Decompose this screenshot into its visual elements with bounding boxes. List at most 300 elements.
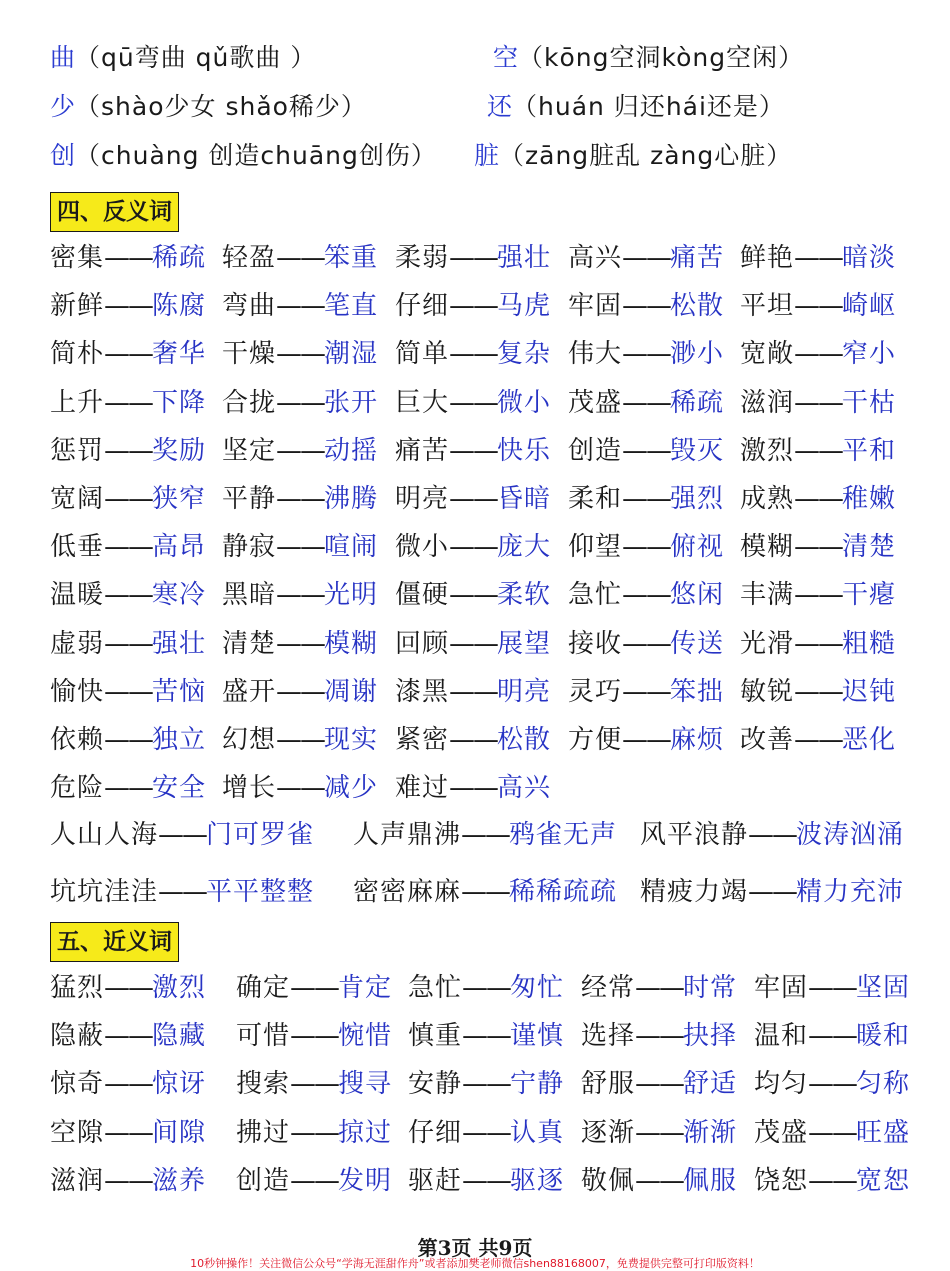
word: 茂盛 [568,387,623,418]
paired-word: 迟钝 [842,676,897,707]
paired-word: 高兴 [497,773,552,804]
word: 滋润 [740,387,795,418]
word: 逐渐 [581,1117,636,1148]
antonym-pair [395,624,551,664]
paired-word: 现实 [324,724,379,755]
antonym-pair [740,286,896,326]
word: 光滑 [740,628,795,659]
paired-word: 潮湿 [324,339,379,370]
antonym-pair [222,383,378,423]
dash: —— [808,1117,857,1148]
dash: —— [462,1069,511,1100]
dash: —— [449,435,498,466]
word: 回顾 [395,628,450,659]
paired-word: 肯定 [338,973,393,1003]
dash: —— [104,1117,153,1148]
word: 仔细 [408,1117,463,1148]
paired-word: 俯视 [670,532,725,563]
paired-word: 干枯 [842,387,897,418]
synonym-pair [50,1113,206,1153]
word: 难过 [395,773,450,804]
word: 敏锐 [740,676,795,707]
synonym-pair [50,968,206,1008]
word: 惊奇 [50,1069,105,1100]
idiom-antonym-pair [353,872,617,912]
synonym-pair [581,1064,737,1104]
antonym-pair [740,479,896,519]
dash: —— [104,291,153,322]
paired-word: 宁静 [510,1069,565,1100]
antonym-pair [395,720,551,760]
paired-word: 隐藏 [152,1021,207,1052]
dash: —— [276,483,325,514]
paired-word: 匀称 [856,1069,911,1100]
dash: —— [622,532,671,563]
antonym-pair [50,768,206,808]
dash: —— [794,435,843,466]
antonym-pair [568,238,724,278]
word: 痛苦 [395,435,450,466]
paired-word: 佩服 [683,1165,738,1196]
dash: —— [290,1021,339,1052]
dash: —— [276,291,325,322]
dash: —— [748,820,797,850]
dash: —— [622,676,671,707]
paired-word: 独立 [152,724,207,755]
paired-word: 惊讶 [152,1069,207,1100]
word: 茂盛 [754,1117,809,1148]
word: 牢固 [568,291,623,322]
antonyms-section-title: 四、反义词 [50,192,179,232]
dash: —— [290,973,339,1003]
word: 温和 [754,1021,809,1052]
paired-word: 抉择 [683,1021,738,1052]
paired-word: 滋养 [152,1165,207,1196]
antonym-pair [395,672,551,712]
antonym-pair [395,238,551,278]
word: 黑暗 [222,580,277,611]
polyphone-entry: 脏（zāng脏乱 zàng心脏） [474,141,793,170]
dash: —— [276,676,325,707]
dash: —— [794,628,843,659]
antonym-pair [222,431,378,471]
dash: —— [622,291,671,322]
word: 仔细 [395,291,450,322]
paired-word: 恶化 [842,724,897,755]
word: 丰满 [740,580,795,611]
word: 干燥 [222,339,277,370]
dash: —— [635,1165,684,1196]
antonym-pair [50,479,206,519]
word: 幻想 [222,724,277,755]
antonym-pair [740,527,896,567]
paired-word: 毁灭 [670,435,725,466]
word: 伟大 [568,339,623,370]
word: 选择 [581,1021,636,1052]
antonym-pair [222,238,378,278]
dash: —— [622,580,671,611]
word: 猛烈 [50,973,105,1003]
word: 风平浪静 [640,820,749,850]
dash: —— [449,291,498,322]
antonym-pair [740,672,896,712]
antonym-pair [395,768,551,808]
word: 激烈 [740,435,795,466]
word: 创造 [236,1165,291,1196]
word: 安静 [408,1069,463,1100]
paired-word: 平平整整 [206,877,315,907]
word: 合拢 [222,387,277,418]
word: 成熟 [740,483,795,514]
word: 平静 [222,483,277,514]
dash: —— [794,243,843,273]
paired-word: 稀疏 [152,243,207,273]
paired-word: 舒适 [683,1069,738,1100]
dash: —— [290,1069,339,1100]
word: 宽阔 [50,483,105,514]
word: 创造 [568,435,623,466]
word: 鲜艳 [740,243,795,273]
paired-word: 间隙 [152,1117,207,1148]
antonym-pair [222,479,378,519]
word: 舒服 [581,1069,636,1100]
antonym-pair [50,527,206,567]
word: 危险 [50,773,105,804]
antonym-pair [740,238,896,278]
dash: —— [794,724,843,755]
paired-word: 掠过 [338,1117,393,1148]
word: 经常 [581,973,636,1003]
paired-word: 稀疏 [670,387,725,418]
synonym-pair [754,1016,910,1056]
paired-word: 暗淡 [842,243,897,273]
paired-word: 传送 [670,628,725,659]
paired-word: 寒冷 [152,580,207,611]
antonym-pair [50,575,206,615]
word: 隐蔽 [50,1021,105,1052]
dash: —— [635,973,684,1003]
dash: —— [449,243,498,273]
dash: —— [462,1165,511,1196]
antonym-pair [50,383,206,423]
dash: —— [622,628,671,659]
polyphone-entry: 还（huán 归还hái还是） [487,92,785,121]
paired-word: 发明 [338,1165,393,1196]
antonym-pair [50,238,206,278]
dash: —— [635,1021,684,1052]
dash: —— [635,1117,684,1148]
idiom-antonym-pair [640,872,904,912]
paired-word: 窄小 [842,339,897,370]
dash: —— [622,243,671,273]
dash: —— [276,724,325,755]
paired-word: 狭窄 [152,483,207,514]
word: 虚弱 [50,628,105,659]
word: 轻盈 [222,243,277,273]
antonym-pair [222,575,378,615]
antonym-pair [568,575,724,615]
synonym-pair [236,1161,392,1201]
word: 静寂 [222,532,277,563]
paired-word: 奖励 [152,435,207,466]
word: 模糊 [740,532,795,563]
word: 明亮 [395,483,450,514]
word: 简单 [395,339,450,370]
word: 密密麻麻 [353,877,462,907]
dash: —— [808,1021,857,1052]
paired-word: 激烈 [152,973,207,1003]
polyphone-entry: 创（chuàng 创造chuāng创伤） [50,141,437,170]
word: 饶恕 [754,1165,809,1196]
synonym-pair [236,1113,392,1153]
antonym-pair [568,527,724,567]
antonym-pair [222,624,378,664]
word: 改善 [740,724,795,755]
page-number: 第3页 共9页 [417,1236,533,1260]
antonym-pair [222,334,378,374]
paired-word: 喧闹 [324,532,379,563]
polyphone-entry: 少（shào少女 shǎo稀少） [50,92,367,121]
word: 漆黑 [395,676,450,707]
dash: —— [449,628,498,659]
paired-word: 搜寻 [338,1069,393,1100]
dash: —— [158,820,207,850]
dash: —— [794,291,843,322]
paired-word: 强壮 [152,628,207,659]
paired-word: 安全 [152,773,207,804]
synonym-pair [408,1113,564,1153]
antonym-pair [395,334,551,374]
dash: —— [635,1069,684,1100]
word: 上升 [50,387,105,418]
word: 空隙 [50,1117,105,1148]
paired-word: 强壮 [497,243,552,273]
word: 紧密 [395,724,450,755]
word: 清楚 [222,628,277,659]
paired-word: 精力充沛 [796,877,905,907]
antonym-pair [568,479,724,519]
synonym-pair [408,1161,564,1201]
paired-word: 动摇 [324,435,379,466]
antonym-pair [50,286,206,326]
word: 人山人海 [50,820,159,850]
dash: —— [622,387,671,418]
polyphone-entry: 曲（qū弯曲 qǔ歌曲 ） [50,43,317,72]
paired-word: 鸦雀无声 [509,820,618,850]
word: 愉快 [50,676,105,707]
word: 驱赶 [408,1165,463,1196]
antonym-pair [222,720,378,760]
word: 微小 [395,532,450,563]
paired-word: 稚嫩 [842,483,897,514]
paired-word: 清楚 [842,532,897,563]
dash: —— [449,724,498,755]
synonym-pair [581,1161,737,1201]
antonym-pair [740,720,896,760]
synonym-pair [408,1016,564,1056]
antonym-pair [395,575,551,615]
word: 坑坑洼洼 [50,877,159,907]
paired-word: 崎岖 [842,291,897,322]
word: 低垂 [50,532,105,563]
synonym-pair [236,1016,392,1056]
synonyms-section-title: 五、近义词 [50,922,179,962]
footer-note: 10秒钟操作！关注微信公众号“学海无涯甜作舟”或者添加樊老师微信shen88168007，免费提供完整可打印版资料！ [190,1257,760,1270]
word: 拂过 [236,1117,291,1148]
antonym-pair [50,431,206,471]
antonym-pair [50,720,206,760]
dash: —— [104,580,153,611]
paired-word: 笔直 [324,291,379,322]
dash: —— [104,773,153,804]
antonym-pair [222,672,378,712]
dash: —— [462,1021,511,1052]
paired-word: 门可罗雀 [206,820,315,850]
word: 人声鼎沸 [353,820,462,850]
word: 巨大 [395,387,450,418]
word: 接收 [568,628,623,659]
dash: —— [104,435,153,466]
paired-word: 松散 [497,724,552,755]
synonym-pair [581,1113,737,1153]
paired-word: 驱逐 [510,1165,565,1196]
paired-word: 展望 [497,628,552,659]
word: 平坦 [740,291,795,322]
dash: —— [622,435,671,466]
idiom-antonym-pair [50,815,314,855]
antonym-pair [740,575,896,615]
paired-word: 马虎 [497,291,552,322]
dash: —— [622,339,671,370]
paired-word: 柔软 [497,580,552,611]
dash: —— [462,973,511,1003]
dash: —— [794,339,843,370]
dash: —— [276,243,325,273]
dash: —— [622,724,671,755]
word: 密集 [50,243,105,273]
dash: —— [748,877,797,907]
dash: —— [104,1021,153,1052]
paired-word: 平和 [842,435,897,466]
paired-word: 明亮 [497,676,552,707]
dash: —— [104,532,153,563]
paired-word: 麻烦 [670,724,725,755]
word: 可惜 [236,1021,291,1052]
word: 滋润 [50,1165,105,1196]
paired-word: 悠闲 [670,580,725,611]
word: 柔和 [568,483,623,514]
paired-word: 谨慎 [510,1021,565,1052]
synonym-pair [50,1161,206,1201]
dash: —— [104,387,153,418]
word: 方便 [568,724,623,755]
synonym-pair [408,968,564,1008]
word: 敬佩 [581,1165,636,1196]
paired-word: 稀稀疏疏 [509,877,618,907]
dash: —— [276,580,325,611]
paired-word: 模糊 [324,628,379,659]
paired-word: 匆忙 [510,973,565,1003]
word: 简朴 [50,339,105,370]
antonym-pair [568,383,724,423]
word: 温暖 [50,580,105,611]
dash: —— [461,820,510,850]
paired-word: 暖和 [856,1021,911,1052]
dash: —— [808,973,857,1003]
dash: —— [461,877,510,907]
paired-word: 笨重 [324,243,379,273]
synonym-pair [581,968,737,1008]
dash: —— [290,1117,339,1148]
dash: —— [794,532,843,563]
paired-word: 时常 [683,973,738,1003]
paired-word: 下降 [152,387,207,418]
word: 仰望 [568,532,623,563]
dash: —— [104,1165,153,1196]
word: 盛开 [222,676,277,707]
dash: —— [449,532,498,563]
word: 搜索 [236,1069,291,1100]
dash: —— [276,435,325,466]
paired-word: 坚固 [856,973,911,1003]
dash: —— [449,676,498,707]
word: 灵巧 [568,676,623,707]
antonym-pair [395,286,551,326]
antonym-pair [568,720,724,760]
dash: —— [808,1165,857,1196]
paired-word: 光明 [324,580,379,611]
paired-word: 笨拙 [670,676,725,707]
synonym-pair [236,1064,392,1104]
antonym-pair [740,383,896,423]
dash: —— [794,580,843,611]
antonym-pair [568,431,724,471]
synonym-pair [754,1161,910,1201]
word: 急忙 [568,580,623,611]
antonym-pair [568,286,724,326]
word: 牢固 [754,973,809,1003]
dash: —— [808,1069,857,1100]
dash: —— [104,243,153,273]
paired-word: 微小 [497,387,552,418]
paired-word: 强烈 [670,483,725,514]
paired-word: 凋谢 [324,676,379,707]
dash: —— [276,339,325,370]
antonym-pair [50,334,206,374]
paired-word: 波涛汹涌 [796,820,905,850]
antonym-pair [568,672,724,712]
dash: —— [462,1117,511,1148]
synonym-pair [581,1016,737,1056]
synonym-pair [50,1016,206,1056]
antonym-pair [740,431,896,471]
dash: —— [449,773,498,804]
word: 新鲜 [50,291,105,322]
dash: —— [276,628,325,659]
antonym-pair [395,383,551,423]
dash: —— [104,973,153,1003]
word: 依赖 [50,724,105,755]
paired-word: 认真 [510,1117,565,1148]
synonym-pair [236,968,392,1008]
dash: —— [276,387,325,418]
antonym-pair [568,624,724,664]
word: 惩罚 [50,435,105,466]
dash: —— [449,580,498,611]
word: 坚定 [222,435,277,466]
word: 确定 [236,973,291,1003]
antonym-pair [395,479,551,519]
